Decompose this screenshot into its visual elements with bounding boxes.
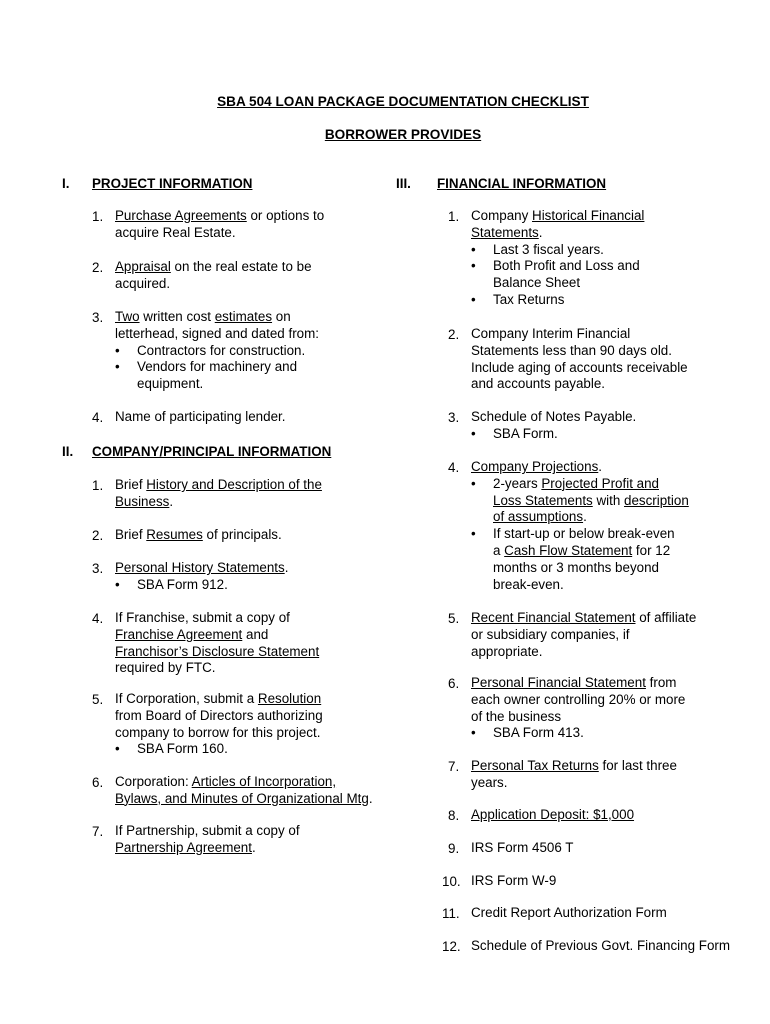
item-link-text: Purchase Agreements [115,208,247,223]
bullet-item: • SBA Form 160. [115,741,323,758]
item-link-text: Partnership Agreement [115,839,252,855]
item-number: 3. [92,561,104,576]
bullet-item: • Contractors for construction. [115,343,319,360]
item-text: break-even. [493,576,564,592]
item-text: on the real estate to be [170,259,312,274]
checklist-item-historical [471,208,644,309]
item-text: Both Profit and Loss and [493,258,640,274]
bullet-item [471,476,689,526]
bullet-item: • Last 3 fiscal years. [471,242,644,259]
item-link-text: Projected Profit and [541,475,659,491]
item-link-text: estimates [214,309,273,324]
item-text: and accounts payable. [471,376,606,392]
item-number: 10. [442,874,461,889]
bullet-item [471,526,689,593]
item-number: 8. [448,808,460,823]
item-text: with [592,492,625,508]
item-text: written cost [139,309,215,324]
item-link-text: Personal Tax Returns [471,758,599,773]
item-text: Vendors for machinery and [137,359,298,375]
item-number: 2. [92,528,104,543]
section-heading-company: COMPANY/PRINCIPAL INFORMATION [92,444,332,459]
checklist-item-tax-returns [471,758,677,792]
item-text: years. [471,774,508,790]
checklist-item-personal-fs [471,675,685,742]
item-text: IRS Form 4506 T [471,840,574,855]
item-link-text: Franchise Agreement [115,626,243,642]
item-link-text: Personal History Statements [115,560,285,575]
item-link-text: Articles of Incorporation, [191,774,337,789]
item-text: or subsidiary companies, if [471,626,630,642]
item-text: Brief [115,477,147,492]
item-text: acquire Real Estate. [115,224,236,240]
item-text: appropriate. [471,643,543,659]
item-link-text: Company Projections [471,459,599,474]
item-text: . [368,790,373,806]
item-link-text: Business [115,493,170,509]
item-text: a [493,542,505,558]
section-heading-financial: FINANCIAL INFORMATION [437,176,607,191]
item-link-text: of assumptions [493,509,584,525]
item-text: Balance Sheet [493,275,581,291]
item-link-text: Appraisal [115,259,171,274]
item-link-text: Recent Financial Statement [471,610,636,625]
item-number: 9. [448,841,460,856]
item-link-text: description [624,492,689,508]
checklist-item-4506t [471,840,573,857]
item-number: 6. [92,775,104,790]
checklist-item-resolution [115,691,323,758]
item-text: Credit Report Authorization Form [471,905,667,920]
checklist-item-notes-payable [471,409,636,443]
checklist-item-franchise [115,610,319,677]
checklist-item-appraisal [115,259,312,293]
item-number: 1. [92,209,104,224]
item-number: 4. [92,611,104,626]
item-number: 5. [92,692,104,707]
bullet-item: • Tax Returns [471,292,644,309]
item-text: . [169,493,174,509]
item-text: 2-years [493,475,542,491]
section-numeral: I. [62,176,70,191]
item-text: from [645,675,677,690]
item-text: Name of participating lender. [115,409,286,424]
item-number: 7. [448,759,460,774]
section-numeral: II. [62,444,74,459]
item-text: Company Interim Financial [471,326,631,341]
item-text: If Franchise, submit a copy of [115,610,290,625]
item-text: Schedule of Previous Govt. Financing Form [471,938,731,953]
page-title: SBA 504 LOAN PACKAGE DOCUMENTATION CHECKLIST [217,94,589,109]
section-heading-project: PROJECT INFORMATION [92,176,253,191]
item-number: 3. [448,410,460,425]
item-number: 1. [448,209,460,224]
checklist-item-resumes [115,527,282,544]
item-text: of affiliate [635,610,697,625]
checklist-item-partnership [115,823,300,857]
checklist-item-projections [471,459,689,593]
item-text: of principals. [202,527,282,542]
item-number: 5. [448,611,460,626]
checklist-item-affiliate [471,610,696,660]
page-subtitle: BORROWER PROVIDES [324,127,482,142]
item-link-text: Historical Financial [532,208,645,223]
item-number: 2. [448,327,460,342]
checklist-item-history-statements [115,560,288,594]
item-text: Brief [115,527,147,542]
checklist-item-w9 [471,873,556,890]
item-text: If Partnership, submit a copy of [115,823,300,838]
item-text: If Corporation, submit a [115,691,258,706]
item-link-text: Resolution [257,691,322,706]
item-link-text: Franchisor’s Disclosure Statement [115,643,320,659]
item-number: 4. [92,410,104,425]
item-text: required by FTC. [115,660,216,676]
item-number: 3. [92,310,104,325]
item-text: Schedule of Notes Payable. [471,409,637,424]
bullet-item: • SBA Form. [471,426,636,443]
checklist-item-articles [115,774,373,808]
item-text: . [583,509,587,525]
item-text: . [251,839,256,855]
section-numeral: III. [396,176,411,191]
item-text: Corporation: [115,774,192,789]
item-text: equipment. [137,376,204,392]
item-number: 1. [92,478,104,493]
item-number: 6. [448,676,460,691]
checklist-item-purchase [115,208,324,242]
item-link-text: Resumes [146,527,203,542]
item-number: 7. [92,824,104,839]
item-text: for last three [598,758,677,773]
item-number: 12. [442,939,461,954]
item-number: 11. [442,906,460,921]
item-text: Statements less than 90 days old. [471,342,672,358]
item-link-text: Cash Flow Statement [504,542,633,558]
item-text: acquired. [115,275,171,291]
item-link-text: History and Description of the [146,477,322,492]
item-text: . [284,560,289,575]
item-link-text: Bylaws, and Minutes of Organizational Mtg [115,790,369,806]
item-text: months or 3 months beyond [493,559,659,575]
checklist-item-estimates [115,309,319,393]
item-text: or options to [246,208,325,223]
item-text: from Board of Directors authorizing [115,707,323,723]
item-number: 2. [92,260,104,275]
item-text: on [272,309,291,324]
checklist-item-govt-financing [471,938,730,955]
checklist-item-history [115,477,322,511]
checklist-item-credit-report [471,905,667,922]
bullet-item: • SBA Form 413. [471,725,685,742]
bullet-item [115,359,319,393]
item-link-text: Two [115,309,140,324]
bullet-item: • SBA Form 912. [115,577,288,594]
item-text: . [538,224,543,240]
item-text: and [242,626,269,642]
item-text: for 12 [632,542,671,558]
checklist-item-interim [471,326,688,393]
item-text: IRS Form W-9 [471,873,557,888]
item-text: of the business [471,708,562,724]
item-number: 4. [448,460,460,475]
item-link-text: Loss Statements [493,492,593,508]
item-link-text: Application Deposit: $1,000 [471,807,635,822]
item-link-text: Personal Financial Statement [471,675,646,690]
item-link-text: Statements [471,224,539,240]
checklist-item-lender [115,409,285,426]
item-text: Company [471,208,533,223]
checklist-item-deposit [471,807,634,824]
item-text: . [598,459,603,474]
item-text: company to borrow for this project. [115,724,321,740]
bullet-item [471,258,644,292]
item-text: each owner controlling 20% or more [471,691,686,707]
item-text: Include aging of accounts receivable [471,359,688,375]
item-text: If start-up or below break-even [493,526,675,542]
item-text: letterhead, signed and dated from: [115,325,319,341]
